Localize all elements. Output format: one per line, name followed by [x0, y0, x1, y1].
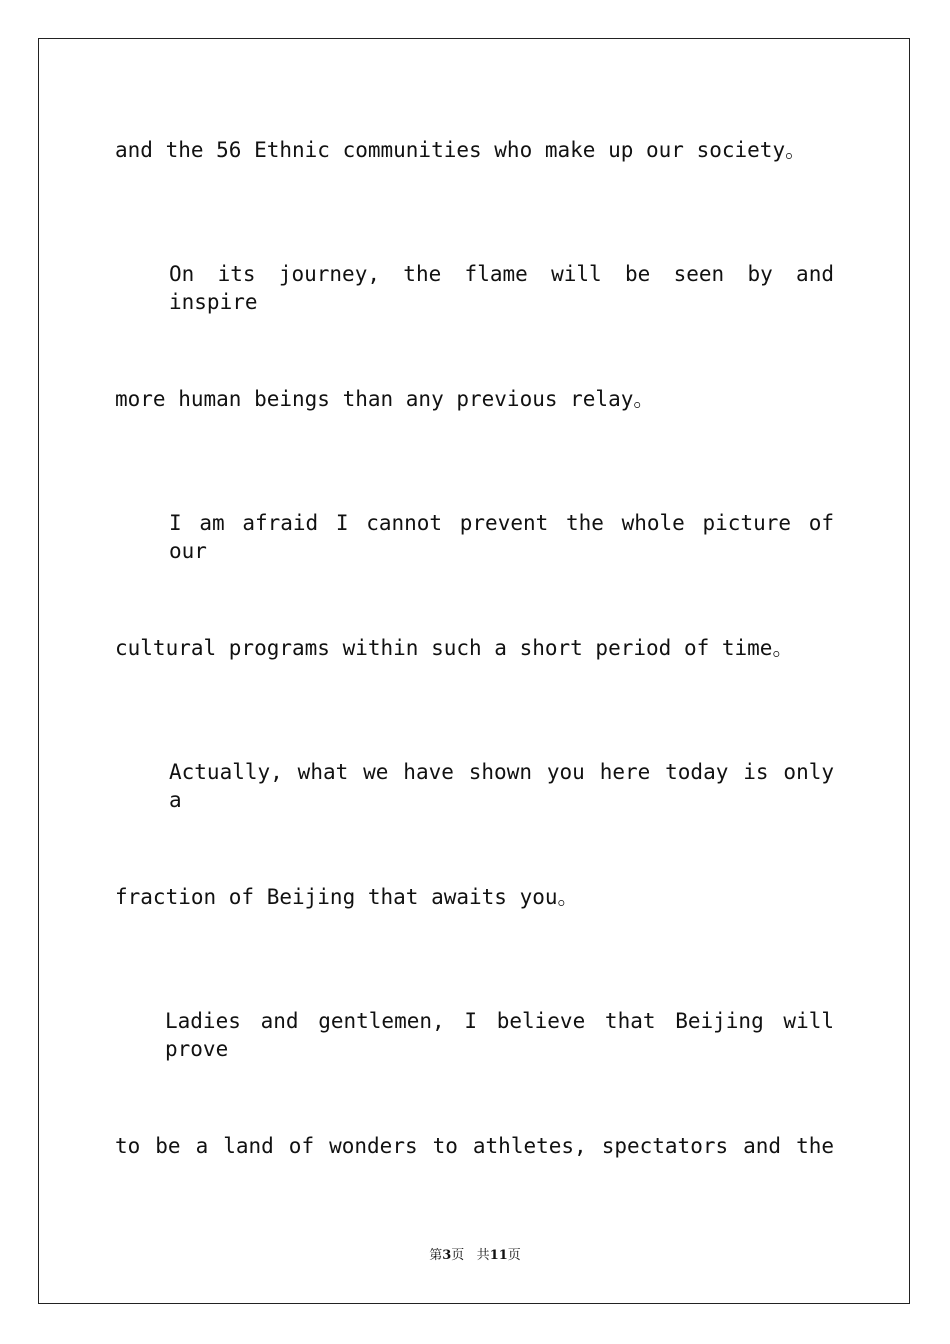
page-number: 3: [442, 1248, 452, 1263]
page-footer: [0, 1247, 950, 1265]
total-pages: 11: [489, 1248, 508, 1263]
paragraph-first-line: I am afraid I cannot prevent the whole picture of our: [169, 511, 834, 563]
text-line: fraction of Beijing that awaits you。: [115, 885, 579, 909]
paragraph-first-line: On its journey, the flame will be seen by and inspire: [169, 262, 834, 314]
total-suffix: 页: [507, 1248, 521, 1263]
page-prefix: 第: [429, 1248, 443, 1263]
paragraph-first-line: Actually, what we have shown you here today is only a: [169, 760, 834, 812]
page-border: [38, 38, 910, 1304]
page-suffix: 页: [451, 1248, 465, 1263]
text-line: more human beings than any previous relay。: [115, 387, 655, 411]
text-line: cultural programs within such a short period of time。: [115, 636, 794, 660]
text-line: and the 56 Ethnic communities who make up our society。: [115, 138, 807, 162]
total-prefix: 共: [476, 1248, 490, 1263]
paragraph-first-line: Ladies and gentlemen, I believe that Beijing will prove: [165, 1009, 834, 1061]
text-line: to be a land of wonders to athletes, spectators and the: [115, 1134, 834, 1158]
